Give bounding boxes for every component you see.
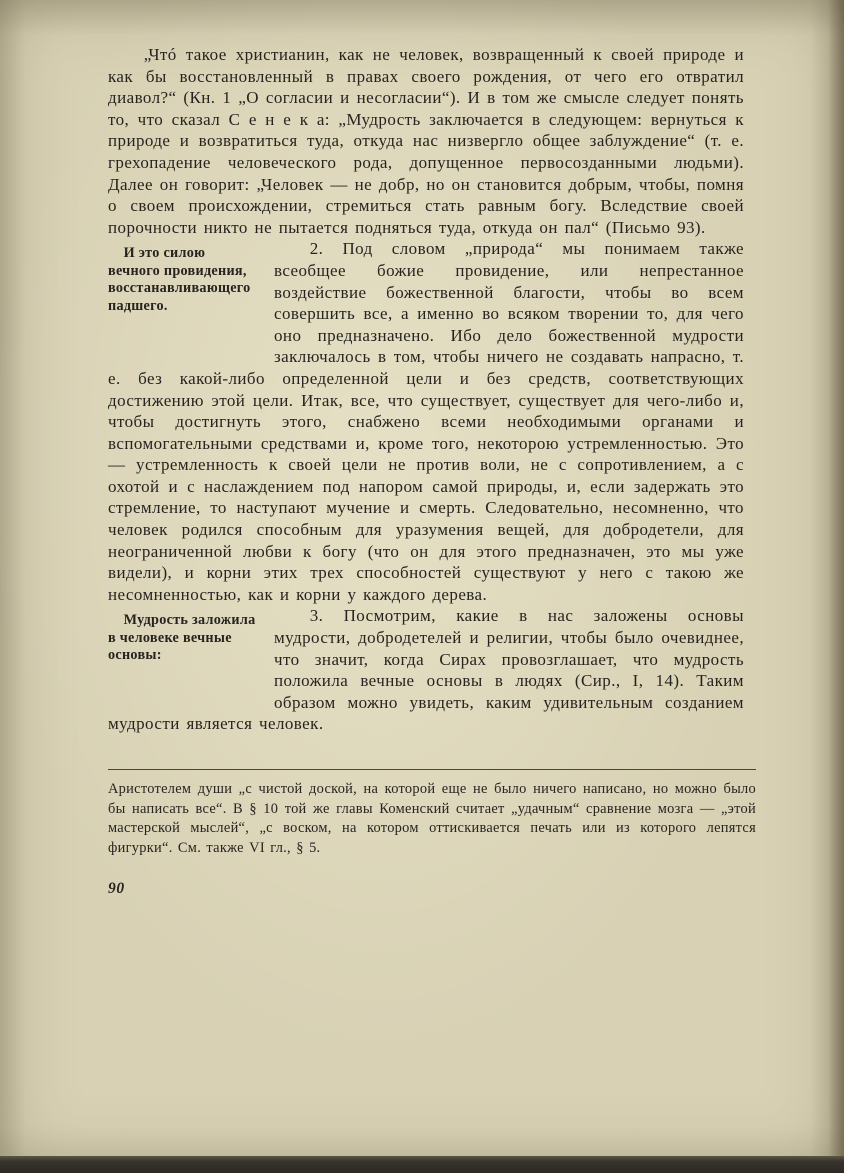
paragraph-2: 2. Под словом „природа“ мы понимаем также всеобщее божие провидение, или непрестанное воздействие божественной благости, чтобы во всем совершить все, а именно во всяком творении то, для чего оно предназначено. Ибо дело божественной мудрости заключалось в том, чтобы ничего не создавать напрасно, т. е. без какой-либо определенной цели и без средств, соответствующих достижению этой цели. Итак, все, что существует, существует для чего-либо и, чтобы достигнуть этого, снабжено всеми необходимыми органами и вспомогательными средствами и, кроме того, некоторою устремленностью. Это — устремленность к своей цели не против воли, не с сопротивлением, а с охотой и с наслаждением под напором самой природы, и, если задержать это стремление, то наступают мучение и смерть. Следовательно, несомненно, что человек родился способным для уразумения вещей, для добродетели, для неограниченной любви к богу (что он для этого предназначен, это мы уже видели), и корни этих трех способностей существуют у него с такою же несомненностью, как и корни у каждого дерева. bbox=[108, 239, 744, 604]
paragraph-3-group bbox=[108, 605, 744, 735]
paragraph-1: „Чтó такое христианин, как не человек, возвращенный к своей природе и как бы восстановленный в правах своего рождения, от чего его отвратил диавол?“ (Кн. 1 „О согласии и несогласии“). И в том же смысле следует понять то, что сказал С е н е к а: „Мудрость заключается в следующем: вернуться к природе и возвратиться туда, откуда нас низвергло общее заблуждение“ (т. е. грехопадение человеческого рода, допущенное первосозданными людьми). Далее он говорит: „Человек — не добр, но он становится добрым, чтобы, помня о своем происхождении, стремиться стать равным богу. Вследствие своей порочности никто не пытается подняться туда, откуда он пал“ (Письмо 93). bbox=[108, 45, 744, 237]
page-number: 90 bbox=[108, 880, 125, 898]
paragraph-2-group bbox=[108, 238, 744, 605]
footnote-text: Аристотелем души „с чистой доской, на которой еще не было ничего написано, но можно было бы написать все“. В § 10 той же главы Коменский считает „удачным“ сравнение мозга — „этой мастерской мыслей“, „с воском, на котором оттискивается печать или из которого лепятся фигурки“. См. также VI гл., § 5. bbox=[108, 781, 756, 856]
scan-bottom-edge bbox=[0, 1156, 844, 1173]
margin-note-1: И это силою вечного провидения, восстанавливающего падшего. bbox=[108, 245, 251, 314]
scan-edge-shadow bbox=[828, 0, 844, 1173]
paragraph-3: 3. Посмотрим, какие в нас заложены основы мудрости, добродетелей и религии, чтобы было очевиднее, что значит, когда Сирах провозглашает, что мудрость положила вечные основы в людях (Сир., I, 14). Таким образом можно увидеть, каким удивительным созданием мудрости является человек. bbox=[108, 606, 744, 734]
margin-note-2: Мудрость заложила в человеке вечные основы: bbox=[108, 612, 256, 664]
footnote-divider bbox=[108, 769, 756, 770]
